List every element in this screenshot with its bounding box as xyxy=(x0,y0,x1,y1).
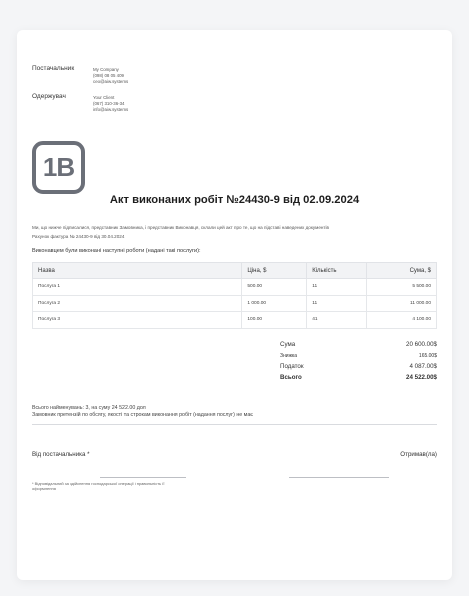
document-title: Акт виконаних робіт №24430-9 від 02.09.2024 xyxy=(109,194,360,206)
col-qty-header: Кількість xyxy=(307,263,367,279)
divider xyxy=(32,424,437,425)
col-price-header: Ціна, $ xyxy=(242,263,307,279)
recipient-email: info@aiw.systems xyxy=(93,107,129,113)
cell-qty: 41 xyxy=(307,312,367,329)
cell-price: 100.00 xyxy=(242,312,307,329)
col-name-header: Назва xyxy=(33,263,242,279)
supplier-label: Постачальник xyxy=(32,65,75,72)
recipient-info xyxy=(93,95,128,114)
act-document xyxy=(17,30,452,580)
table-row xyxy=(33,312,437,329)
invoice-reference: Рахунок фактура № 24430-9 від 30.04.2024 xyxy=(32,234,125,239)
subtotal-label: Сума xyxy=(280,341,296,348)
company-logo: 1B xyxy=(32,141,85,194)
discount-label: Знижка xyxy=(280,353,297,359)
works-intro: Виконавцем були виконані наступні роботи (надані такі послуги): xyxy=(32,248,201,254)
services-table xyxy=(32,262,437,329)
cell-sum: 11 000.00 xyxy=(367,295,437,312)
table-header-row xyxy=(33,263,437,279)
cell-name: Послуга 3 xyxy=(33,312,242,329)
cell-price: 500.00 xyxy=(242,279,307,296)
supplier-signature-line xyxy=(100,477,186,478)
recipient-signature-line xyxy=(289,477,389,478)
cell-qty: 11 xyxy=(307,295,367,312)
recipient-signature-label: Отримав(ла) xyxy=(400,451,437,458)
supplier-name: My Company xyxy=(93,67,119,72)
subtotal-value: 20 600.00$ xyxy=(406,341,437,348)
table-row xyxy=(33,279,437,296)
cell-sum: 4 100.00 xyxy=(367,312,437,329)
table-row xyxy=(33,295,437,312)
tax-value: 4 087.00$ xyxy=(409,363,437,370)
total-value: 24 522.00$ xyxy=(406,374,437,381)
totals-block xyxy=(280,341,437,385)
signature-footnote: * Відповідальний за здійснення господарської операції і правильність її оформлення xyxy=(32,481,165,492)
supplier-signature-label: Від постачальника * xyxy=(32,451,90,458)
col-sum-header: Сума, $ xyxy=(367,263,437,279)
intro-text: Ми, що нижче підписалися, представник Замовника, і представник Виконавця, склали цей акт про те, що на підставі наведених документів xyxy=(32,225,329,230)
supplier-email: ceo@aiw.systems xyxy=(93,79,129,85)
cell-name: Послуга 1 xyxy=(33,279,242,296)
recipient-label: Одержувач xyxy=(32,93,66,100)
cell-sum: 5 500.00 xyxy=(367,279,437,296)
total-label: Всього xyxy=(280,374,302,381)
discount-value: 165.00$ xyxy=(418,353,437,359)
supplier-phone: (098) 08 05 409 xyxy=(93,73,125,79)
recipient-name: Your Client xyxy=(93,95,115,100)
summary-claims: Замовник претензій по обсягу, якості та строкам виконання робіт (надання послуг) не має xyxy=(32,412,253,418)
supplier-info xyxy=(93,67,128,86)
recipient-phone: (067) 310-36-34 xyxy=(93,101,125,107)
cell-price: 1 000.00 xyxy=(242,295,307,312)
summary-note xyxy=(32,405,253,419)
summary-count: Всього найменувань: 3, на суму 24 522.00 дол xyxy=(32,405,146,411)
cell-name: Послуга 2 xyxy=(33,295,242,312)
cell-qty: 11 xyxy=(307,279,367,296)
tax-label: Податок xyxy=(280,363,304,370)
